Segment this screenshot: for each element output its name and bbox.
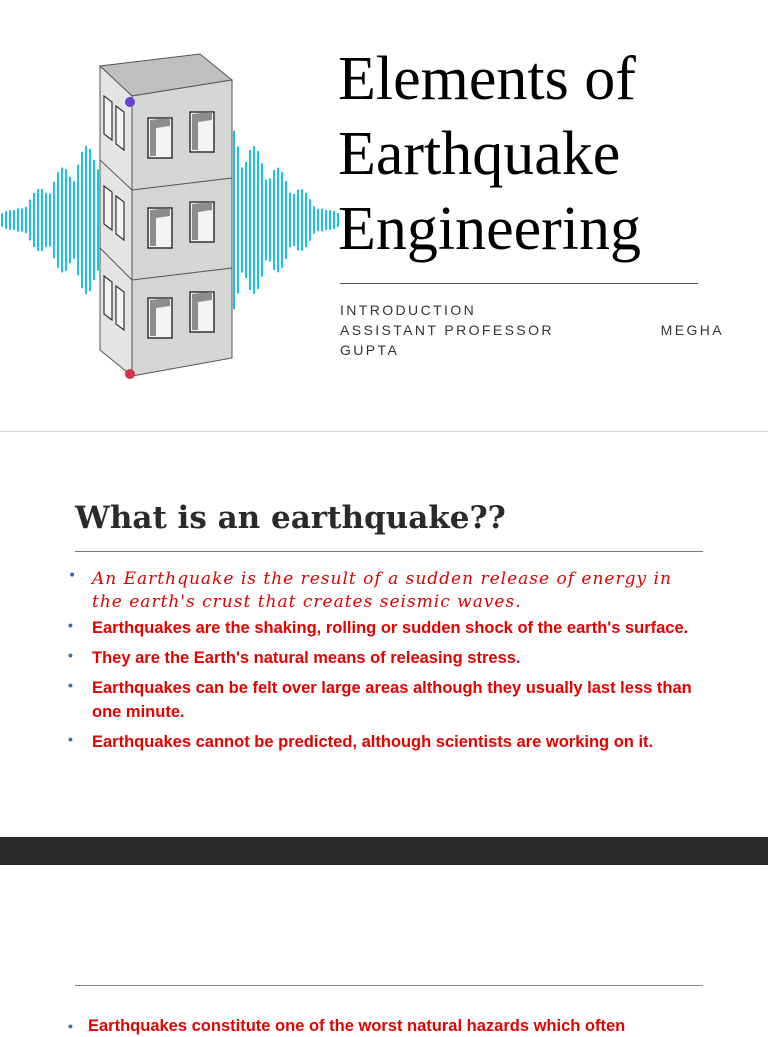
title-line-1: Elements of	[338, 45, 636, 113]
subtitle-role: ASSISTANT PROFESSOR	[340, 322, 554, 338]
list-item: • Earthquakes are the shaking, rolling or sudden shock of the earth's surface.	[68, 616, 708, 640]
subtitle	[340, 300, 724, 360]
list-item: • An Earthquake is the result of a sudden release of energy in the earth's crust that creates seismic waves.	[68, 568, 708, 614]
subtitle-first-name: MEGHA	[660, 322, 724, 338]
top-vertex-marker	[125, 97, 135, 107]
slide-divider-band	[0, 837, 768, 865]
bullet-list	[68, 568, 708, 760]
partial-bullet: • Earthquakes constitute one of the worst natural hazards which often	[68, 1015, 768, 1037]
building	[100, 54, 232, 376]
list-item: • Earthquakes can be felt over large areas although they usually last less than one minute.	[68, 676, 708, 724]
subtitle-intro: INTRODUCTION	[340, 302, 477, 318]
title-slide	[0, 0, 768, 430]
heading-divider	[75, 551, 703, 552]
title-line-2: Earthquake	[338, 120, 621, 188]
list-item: • Earthquakes cannot be predicted, although scientists are working on it.	[68, 730, 708, 754]
title-line-3: Engineering	[338, 195, 642, 263]
heading-divider	[75, 985, 703, 986]
list-item: • They are the Earth's natural means of releasing stress.	[68, 646, 708, 670]
building-with-seismic-waves-icon	[0, 40, 340, 400]
slide-heading: What is an earthquake??	[75, 500, 506, 536]
bottom-vertex-marker	[125, 369, 135, 379]
definition-slide	[0, 432, 768, 837]
subtitle-last-name: GUPTA	[340, 342, 400, 358]
next-slide	[0, 865, 768, 1035]
page-title	[338, 42, 758, 267]
title-divider	[340, 283, 698, 284]
